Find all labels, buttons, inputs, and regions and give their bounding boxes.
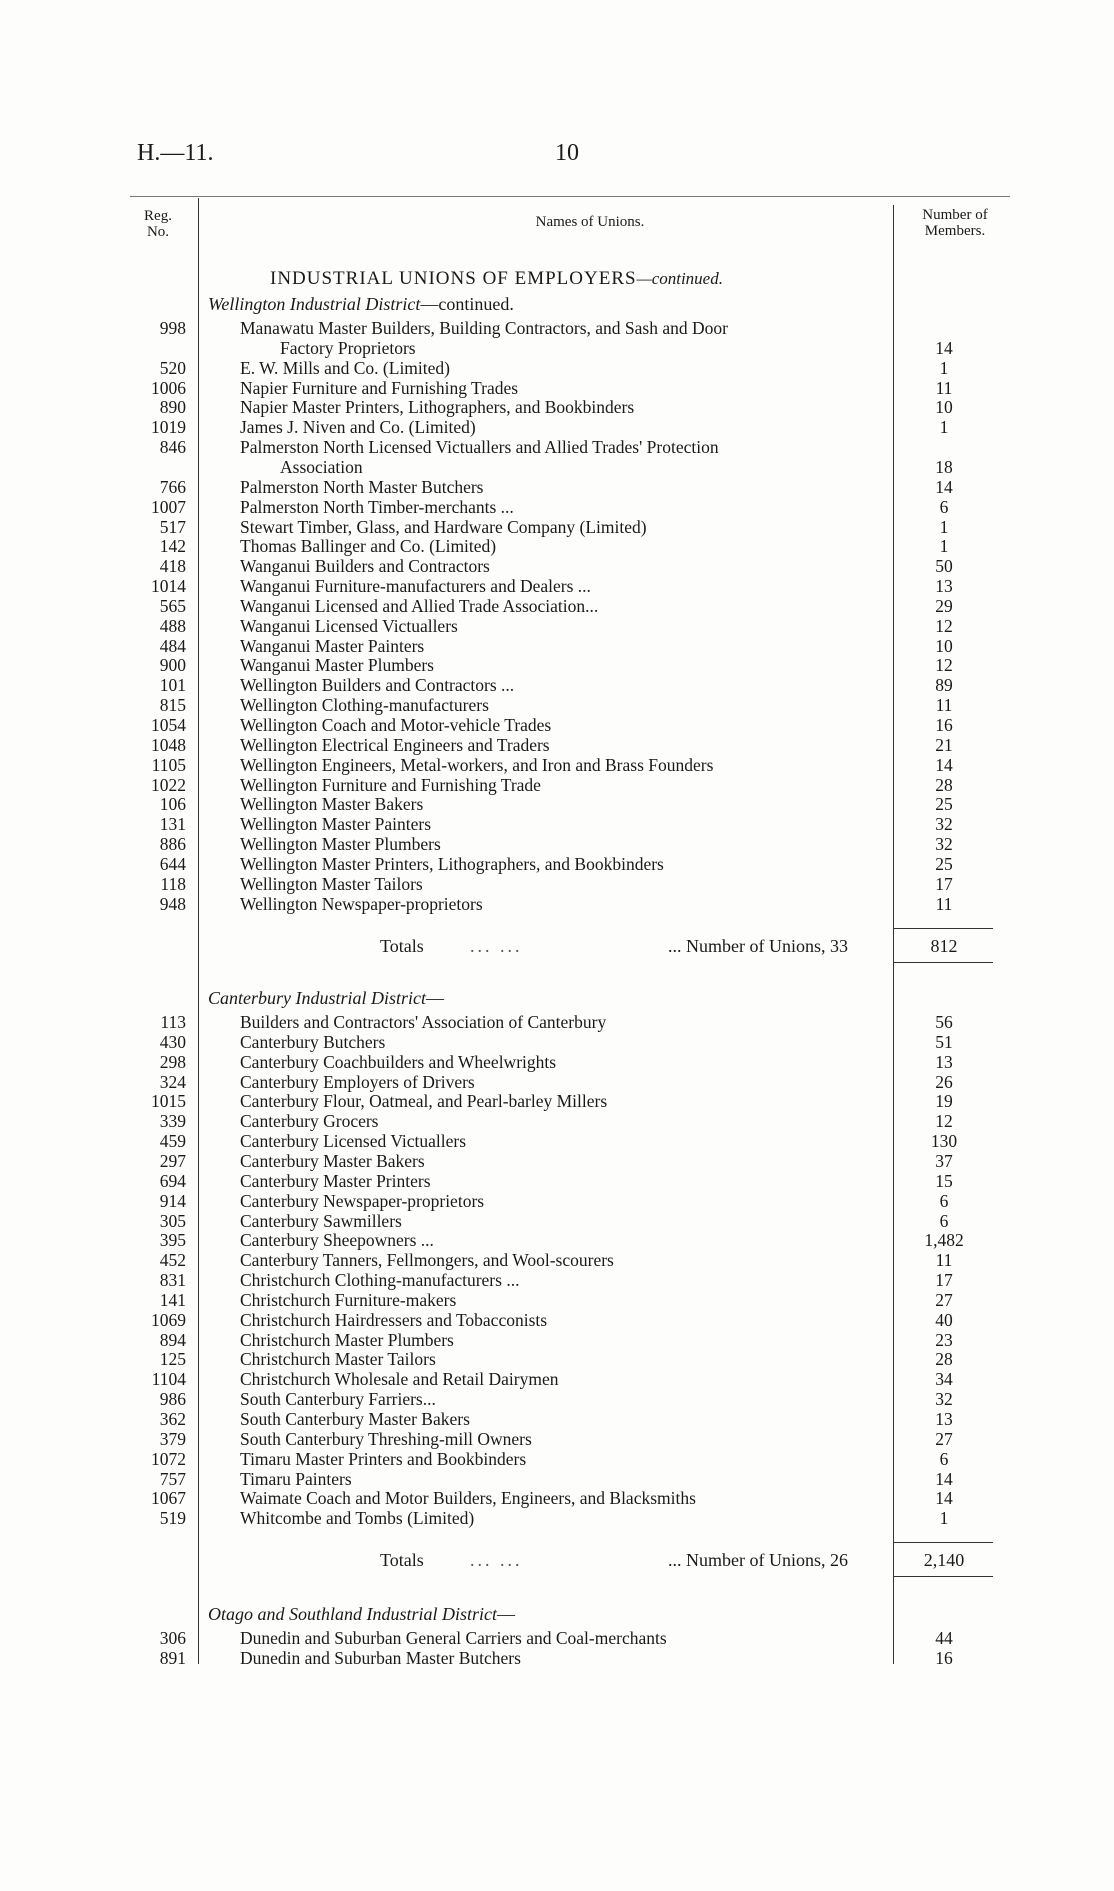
member-count: 32 [935,1389,953,1410]
table-row [0,1508,1114,1528]
column-header-names: Names of Unions. [535,214,645,230]
union-name: South Canterbury Master Bakers [240,1409,470,1429]
district-name: Otago and Southland Industrial District [208,1604,498,1624]
table-row [0,735,1114,755]
union-name: Factory Proprietors [280,337,416,358]
reg-number: 998 [159,318,186,338]
member-count: 37 [935,1150,953,1171]
reg-number: 418 [159,556,186,577]
reg-number: 101 [159,675,186,696]
table-row [0,1250,1114,1270]
table-row [0,1389,1114,1409]
union-name: Christchurch Wholesale and Retail Dairymen [240,1369,559,1390]
table-row [0,397,1114,417]
union-name: Wanganui Licensed Victuallers [240,615,458,636]
reg-number: 297 [159,1150,186,1171]
table-row [0,1230,1114,1250]
union-name: Manawatu Master Builders, Building Contractors, and Sash and Door [240,318,728,338]
union-name: Canterbury Employers of Drivers [240,1071,475,1092]
member-count: 27 [935,1289,953,1310]
table-row [0,1648,1114,1668]
union-name: Christchurch Master Plumbers [240,1329,454,1350]
member-count: 13 [935,576,953,597]
member-count: 1 [939,357,949,378]
table-row [0,636,1114,656]
member-count: 6 [939,1448,949,1469]
totals-union-count: ... Number of Unions, 33 [668,935,848,956]
table-row [0,1191,1114,1211]
table-row [0,1012,1114,1032]
district-suffix: — [497,1604,516,1624]
table-row [0,457,1114,477]
union-name: Wellington Master Bakers [240,794,424,815]
totals-label: Totals [380,935,424,956]
district-name: Wellington Industrial District [208,294,421,314]
member-count: 18 [935,456,953,477]
member-count: 14 [935,754,953,775]
reg-number: 106 [159,794,186,815]
table-row [0,794,1114,814]
union-name: Wellington Master Tailors [240,873,423,894]
member-count: 25 [935,794,953,815]
table-row [0,1469,1114,1489]
reg-number: 142 [159,536,186,557]
member-count: 15 [935,1170,953,1191]
union-name: Christchurch Hairdressers and Tobacconists [240,1309,548,1330]
member-count: 1 [939,1508,949,1529]
reg-number: 362 [159,1409,186,1429]
table-row [0,1151,1114,1171]
member-count: 50 [935,556,953,577]
reg-number: 846 [159,437,186,458]
member-count: 89 [935,675,953,696]
reg-number: 1006 [151,377,186,398]
union-name: Builders and Contractors' Association of Canterbury [240,1012,607,1032]
district-heading [208,294,514,315]
member-count: 34 [935,1369,953,1390]
union-name: Wellington Furniture and Furnishing Trade [240,774,541,795]
union-name: Palmerston North Licensed Victuallers and Allied Trades' Protection [240,437,719,458]
reg-number: 757 [159,1468,186,1489]
page-number: 10 [555,140,579,166]
table-row [0,1111,1114,1131]
reg-number: 1054 [151,715,186,735]
reg-number: 886 [159,834,186,855]
district-heading [208,988,444,1009]
union-name: E. W. Mills and Co. (Limited) [240,357,450,378]
table-row [0,715,1114,735]
column-header-reg: Reg. No. [144,208,172,240]
member-count: 11 [935,893,953,914]
union-name: Canterbury Grocers [240,1111,379,1132]
member-count: 40 [935,1309,953,1330]
reg-number: 125 [159,1349,186,1370]
union-name: Wellington Master Painters [240,814,432,835]
union-name: Canterbury Newspaper-proprietors [240,1190,485,1211]
table-row [0,1131,1114,1151]
member-count: 11 [935,695,953,716]
union-name: Timaru Painters [240,1468,352,1489]
member-count: 21 [935,734,953,755]
table-row [0,695,1114,715]
reg-number: 459 [159,1131,186,1152]
reg-number: 430 [159,1031,186,1052]
member-count: 13 [935,1051,953,1072]
union-name: Canterbury Coachbuilders and Wheelwrights [240,1051,557,1072]
table-row [0,616,1114,636]
member-count: 1,482 [924,1230,964,1251]
member-count: 14 [935,1468,953,1489]
reg-number: 306 [159,1628,186,1648]
table-row [0,1330,1114,1350]
union-name: Canterbury Tanners, Fellmongers, and Wool-scourers [240,1250,614,1271]
table-row [0,1349,1114,1369]
table-row [0,378,1114,398]
union-name: Canterbury Butchers [240,1031,386,1052]
table-row [0,1171,1114,1191]
member-count: 25 [935,853,953,874]
reg-number: 766 [159,476,186,497]
reg-number: 1069 [151,1309,186,1330]
union-name: Wanganui Master Plumbers [240,655,434,676]
union-name: Canterbury Flour, Oatmeal, and Pearl-barley Millers [240,1091,608,1112]
totals-rule-top [893,1542,993,1543]
union-name: Palmerston North Timber-merchants ... [240,496,514,517]
union-name: Dunedin and Suburban Master Butchers [240,1647,521,1668]
member-count: 44 [935,1628,953,1648]
union-name: Thomas Ballinger and Co. (Limited) [240,536,497,557]
member-count: 11 [935,377,953,398]
union-name: Canterbury Licensed Victuallers [240,1131,467,1152]
totals-rule-bottom [893,1576,993,1577]
member-count: 29 [935,595,953,616]
totals-union-count: ... Number of Unions, 26 [668,1550,848,1571]
table-row [0,596,1114,616]
reg-number: 1105 [151,754,186,775]
totals-leader-dots: ... ... [470,1550,523,1571]
member-count: 130 [930,1131,958,1152]
reg-number: 324 [159,1071,186,1092]
reg-number: 948 [159,893,186,914]
member-count: 1 [939,536,949,557]
member-count: 14 [935,476,953,497]
union-name: Wanganui Builders and Contractors [240,556,490,577]
page-header-ref: H.—11. [137,140,214,166]
totals-members: 812 [930,935,958,956]
union-name: Wanganui Master Painters [240,635,425,656]
member-count: 6 [939,496,949,517]
union-name: Canterbury Sheepowners ... [240,1230,434,1251]
reg-number: 1015 [151,1091,186,1112]
table-row [0,437,1114,457]
member-count: 14 [935,337,953,358]
reg-number: 1072 [151,1448,186,1469]
reg-number: 1014 [151,576,186,597]
union-name: Wellington Builders and Contractors ... [240,675,515,696]
table-row [0,1270,1114,1290]
reg-number: 298 [159,1051,186,1072]
table-row [0,834,1114,854]
column-header-members: Number of Members. [922,207,988,239]
table-row [0,1409,1114,1429]
table-row [0,556,1114,576]
reg-number: 644 [159,853,186,874]
member-count: 32 [935,814,953,835]
table-row [0,1429,1114,1449]
table-row [0,814,1114,834]
table-row [0,1628,1114,1648]
union-name: Waimate Coach and Motor Builders, Engineers, and Blacksmiths [240,1488,696,1509]
reg-number: 891 [159,1647,186,1668]
table-row [0,517,1114,537]
union-name: Napier Master Printers, Lithographers, and Bookbinders [240,397,635,418]
member-count: 17 [935,1270,953,1291]
reg-number: 141 [159,1289,186,1310]
table-row [0,1290,1114,1310]
totals-members: 2,140 [923,1550,965,1571]
union-name: South Canterbury Threshing-mill Owners [240,1428,532,1449]
table-row [0,854,1114,874]
reg-number: 1067 [151,1488,186,1509]
reg-number: 118 [160,873,186,894]
member-count: 28 [935,1349,953,1370]
union-name: Stewart Timber, Glass, and Hardware Company (Limited) [240,516,647,537]
reg-number: 379 [159,1428,186,1449]
union-name: Wellington Coach and Motor-vehicle Trades [240,715,552,735]
member-count: 14 [935,1488,953,1509]
reg-number: 520 [159,357,186,378]
reg-number: 831 [159,1270,186,1291]
table-row [0,318,1114,338]
member-count: 27 [935,1428,953,1449]
reg-number: 815 [159,695,186,716]
table-row [0,338,1114,358]
reg-number: 1019 [151,417,186,438]
district-suffix: — [426,988,445,1008]
section-title [270,268,723,290]
reg-number: 484 [159,635,186,656]
member-count: 26 [935,1071,953,1092]
member-count: 12 [935,615,953,636]
member-count: 28 [935,774,953,795]
union-name: Wanganui Furniture-manufacturers and Dealers ... [240,576,591,597]
table-row [0,536,1114,556]
member-count: 10 [935,397,953,418]
union-name: Association [280,456,363,477]
table-row [0,1052,1114,1072]
reg-number: 131 [159,814,186,835]
table-top-rule [130,196,1010,197]
member-count: 1 [939,417,949,438]
member-count: 1 [939,516,949,537]
reg-number: 694 [159,1170,186,1191]
union-name: Wellington Master Plumbers [240,834,441,855]
member-count: 19 [935,1091,953,1112]
member-count: 17 [935,873,953,894]
union-name: Christchurch Master Tailors [240,1349,436,1370]
totals-leader-dots: ... ... [470,935,523,956]
table-row [0,655,1114,675]
totals-rule-top [893,928,993,929]
table-row [0,775,1114,795]
totals-rule-bottom [893,962,993,963]
union-name: Wellington Master Printers, Lithographers, and Bookbinders [240,853,664,874]
table-row [0,576,1114,596]
reg-number: 305 [159,1210,186,1231]
member-count: 32 [935,834,953,855]
member-count: 6 [939,1190,949,1211]
table-row [0,1091,1114,1111]
member-count: 16 [935,1647,953,1668]
reg-number: 986 [159,1389,186,1410]
reg-number: 1022 [151,774,186,795]
section-title-text: INDUSTRIAL UNIONS OF EMPLOYERS [270,268,637,289]
table-row [0,477,1114,497]
union-name: Wellington Electrical Engineers and Traders [240,734,550,755]
table-row [0,755,1114,775]
table-row [0,1488,1114,1508]
reg-number: 1048 [151,734,186,755]
reg-number: 1007 [151,496,186,517]
reg-number: 395 [159,1230,186,1251]
member-count: 12 [935,1111,953,1132]
table-row [0,874,1114,894]
union-name: Dunedin and Suburban General Carriers and Coal-merchants [240,1628,667,1648]
union-name: Palmerston North Master Butchers [240,476,484,497]
reg-number: 900 [159,655,186,676]
reg-number: 565 [159,595,186,616]
union-name: Canterbury Sawmillers [240,1210,402,1231]
reg-number: 519 [159,1508,186,1529]
member-count: 16 [935,715,953,735]
reg-number: 517 [159,516,186,537]
union-name: Wellington Engineers, Metal-workers, and Iron and Brass Founders [240,754,714,775]
union-name: James J. Niven and Co. (Limited) [240,417,476,438]
union-name: Canterbury Master Bakers [240,1150,425,1171]
table-row [0,417,1114,437]
table-row [0,497,1114,517]
totals-label: Totals [380,1550,424,1571]
reg-number: 452 [159,1250,186,1271]
table-row [0,894,1114,914]
table-row [0,1211,1114,1231]
table-row [0,1369,1114,1389]
member-count: 51 [935,1031,953,1052]
district-name: Canterbury Industrial District [208,988,427,1008]
union-name: Christchurch Clothing-manufacturers ... [240,1270,520,1291]
member-count: 56 [935,1012,953,1032]
union-name: South Canterbury Farriers... [240,1389,436,1410]
reg-number: 339 [159,1111,186,1132]
table-row [0,1449,1114,1469]
member-count: 11 [935,1250,953,1271]
reg-number: 914 [159,1190,186,1211]
member-count: 23 [935,1329,953,1350]
union-name: Canterbury Master Printers [240,1170,431,1191]
member-count: 6 [939,1210,949,1231]
reg-number: 113 [160,1012,186,1032]
district-suffix: —continued. [420,294,514,314]
member-count: 12 [935,655,953,676]
district-heading [208,1604,515,1625]
table-row [0,1072,1114,1092]
member-count: 13 [935,1409,953,1429]
union-name: Wellington Newspaper-proprietors [240,893,483,914]
section-title-continued: —continued. [636,269,723,288]
table-row [0,358,1114,378]
reg-number: 1104 [151,1369,186,1390]
union-name: Napier Furniture and Furnishing Trades [240,377,519,398]
union-name: Christchurch Furniture-makers [240,1289,457,1310]
table-row [0,1310,1114,1330]
member-count: 10 [935,635,953,656]
table-row [0,675,1114,695]
table-row [0,1032,1114,1052]
union-name: Wellington Clothing-manufacturers [240,695,489,716]
union-name: Wanganui Licensed and Allied Trade Association... [240,595,599,616]
union-name: Timaru Master Printers and Bookbinders [240,1448,527,1469]
reg-number: 890 [159,397,186,418]
union-name: Whitcombe and Tombs (Limited) [240,1508,475,1529]
reg-number: 488 [159,615,186,636]
reg-number: 894 [159,1329,186,1350]
